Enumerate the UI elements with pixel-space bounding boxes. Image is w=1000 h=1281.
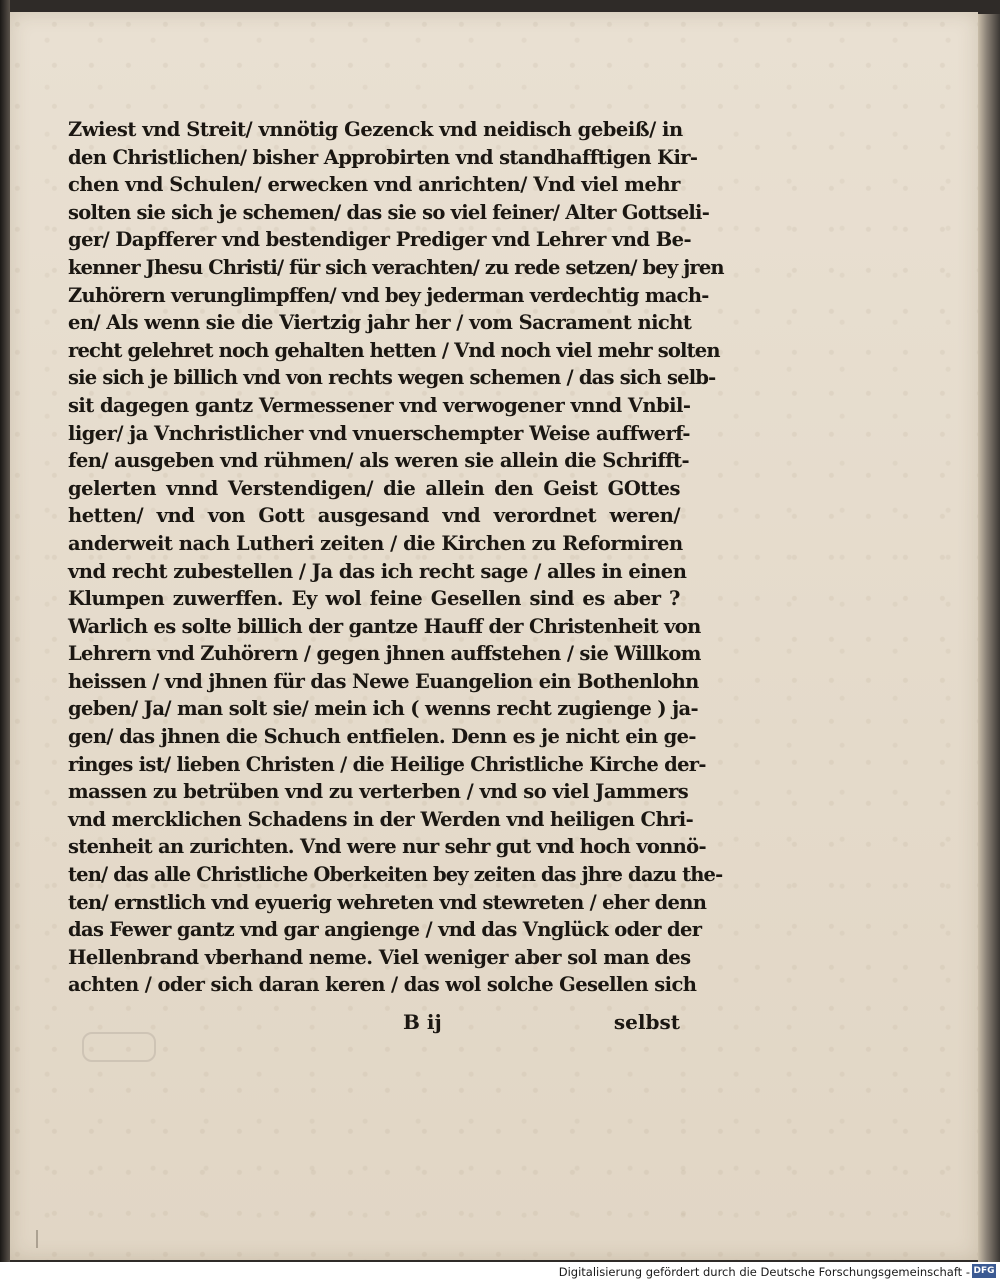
text-line: heissen / vnd jhnen für das Newe Euangelion ein Bothenlohn <box>68 669 699 693</box>
text-line: solten sie sich je schemen/ das sie so viel feiner/ Alter Gottseli- <box>68 200 710 224</box>
text-line: achten / oder sich daran keren / das wol solche Gesellen sich <box>68 973 697 997</box>
text-line: ger/ Dapfferer vnd bestendiger Prediger vnd Lehrer vnd Be- <box>68 228 692 252</box>
text-line: liger/ ja Vnchristlicher vnd vnuerschempter Weise auffwerf- <box>68 421 690 445</box>
page-footer-marks <box>68 1010 680 1040</box>
text-line: kenner Jhesu Christi/ für sich verachten/ zu rede setzen/ bey jren <box>68 255 724 279</box>
text-line: Zuhörern verunglimpffen/ vnd bey jederman verdechtig mach- <box>68 283 709 307</box>
text-line: recht gelehret noch gehalten hetten / Vnd noch viel mehr solten <box>68 338 720 362</box>
text-line: chen vnd Schulen/ erwecken vnd anrichten/ Vnd viel mehr <box>68 173 680 197</box>
text-line: Lehrern vnd Zuhörern / gegen jhnen auffstehen / sie Willkom <box>68 642 701 666</box>
text-line: fen/ ausgeben vnd rühmen/ als weren sie allein die Schrifft- <box>68 449 690 473</box>
text-line: das Fewer gantz vnd gar angienge / vnd das Vnglück oder der <box>68 918 702 942</box>
text-line: Zwiest vnd Streit/ vnnötig Gezenck vnd neidisch gebeiß/ in <box>68 118 683 141</box>
text-line: sit dagegen gantz Vermessener vnd verwogener vnnd Vnbil- <box>68 393 691 417</box>
paper-mark <box>36 1230 38 1248</box>
text-line: gen/ das jhnen die Schuch entfielen. Denn es je nicht ein ge- <box>68 725 696 749</box>
book-spine-edge <box>0 0 10 1262</box>
text-line: anderweit nach Lutheri zeiten / die Kirchen zu Reformiren <box>68 531 683 555</box>
book-fore-edge <box>978 14 1000 1262</box>
text-line: ten/ ernstlich vnd eyuerig wehreten vnd stewreten / eher denn <box>68 890 707 914</box>
text-line: Klumpen zuwerffen. Ey wol feine Gesellen sind es aber ? <box>68 587 680 611</box>
text-line: hetten/ vnd von Gott ausgesand vnd verordnet weren/ <box>68 504 680 528</box>
text-line: gelerten vnnd Verstendigen/ die allein den Geist GOttes <box>68 476 680 500</box>
catchword: selbst <box>613 1010 680 1034</box>
signature-mark: B ij <box>403 1010 442 1034</box>
text-line: ten/ das alle Christliche Oberkeiten bey zeiten das jhre dazu the- <box>68 863 723 887</box>
text-line: en/ Als wenn sie die Viertzig jahr her / vom Sacrament nicht <box>68 311 692 335</box>
dfg-logo: DFG <box>973 1266 995 1276</box>
text-line: massen zu betrüben vnd zu verterben / vnd so viel Jammers <box>68 780 689 804</box>
text-line: den Christlichen/ bisher Approbirten vnd standhafftigen Kir- <box>68 145 698 169</box>
text-line: geben/ Ja/ man solt sie/ mein ich ( wenns recht zugienge ) ja- <box>68 697 698 721</box>
text-line: sie sich je billich vnd von rechts wegen schemen / das sich selb- <box>68 366 716 390</box>
text-line: stenheit an zurichten. Vnd were nur sehr gut vnd hoch vonnö- <box>68 835 706 859</box>
text-line: vnd mercklichen Schadens in der Werden vnd heiligen Chri- <box>68 807 694 831</box>
text-line: ringes ist/ lieben Christen / die Heilige Christliche Kirche der- <box>68 752 706 776</box>
digitization-credit: Digitalisierung gefördert durch die Deutsche Forschungsgemeinschaft - <box>558 1265 970 1279</box>
text-line: Hellenbrand vberhand neme. Viel weniger aber sol man des <box>68 945 691 969</box>
text-line: vnd recht zubestellen / Ja das ich recht sage / alles in einen <box>68 559 687 583</box>
body-text <box>68 116 724 999</box>
text-line: Warlich es solte billich der gantze Hauff der Christenheit von <box>68 614 701 638</box>
